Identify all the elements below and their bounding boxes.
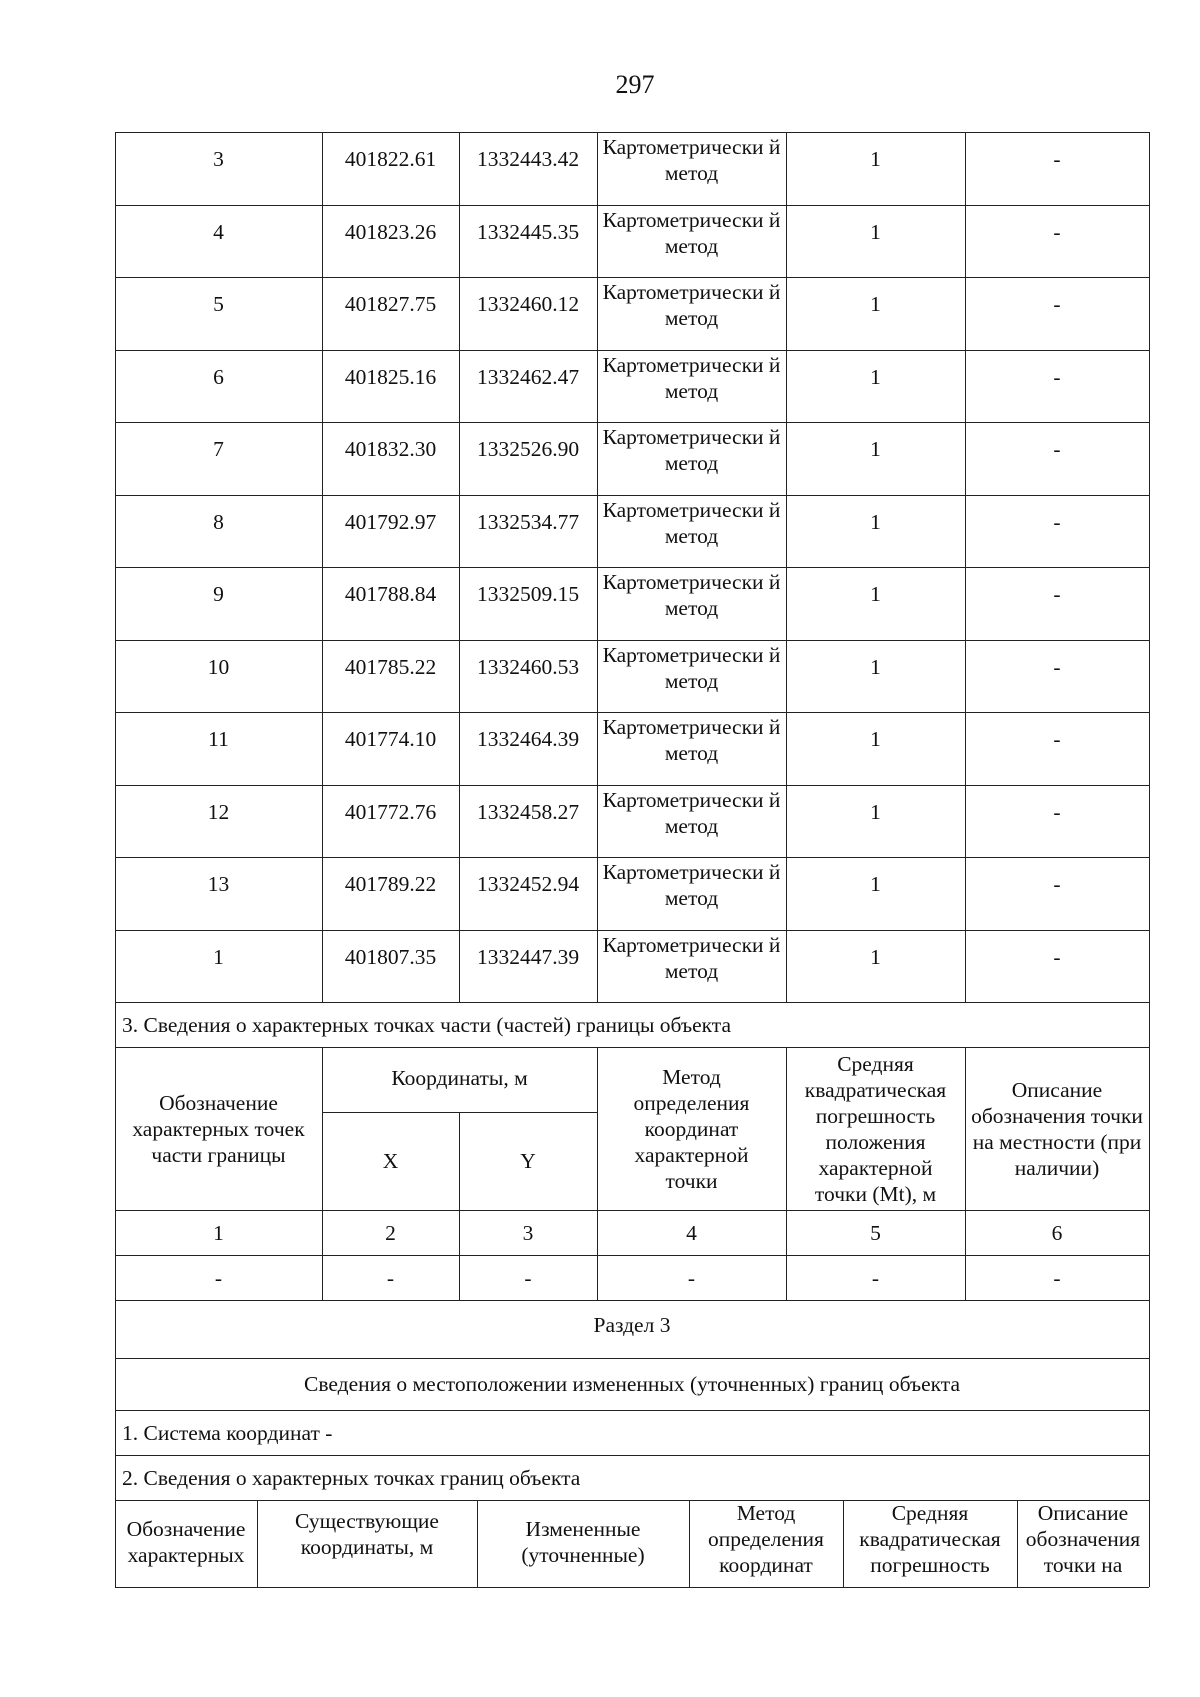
- empty-cell: -: [524, 1265, 532, 1290]
- cell-y: 1332458.27: [476, 799, 580, 824]
- cell-mt: 1: [870, 872, 881, 896]
- cell-y: 1332445.35: [476, 219, 580, 244]
- cell-method: Картометрически й метод: [602, 352, 781, 403]
- cell-x: 401774.10: [344, 727, 437, 751]
- s3-header-desc: Описание обозначения точки на: [1025, 1501, 1141, 1577]
- cell-method: Картометрически й метод: [602, 715, 781, 765]
- cell-n: 12: [207, 799, 230, 824]
- empty-cell: -: [214, 1265, 223, 1290]
- cell-n: 8: [213, 509, 224, 534]
- cell-mt: 1: [870, 147, 881, 171]
- cell-x: 401807.35: [344, 944, 437, 969]
- cell-desc: -: [1053, 219, 1061, 244]
- cell-n: 6: [213, 364, 224, 389]
- cell-y: 1332534.77: [476, 509, 580, 534]
- cell-y: 1332526.90: [476, 437, 580, 461]
- cell-n: 11: [208, 727, 229, 751]
- cell-desc: -: [1053, 292, 1061, 316]
- cell-n: 5: [213, 292, 224, 316]
- header-desc: Описание обозначения точки на местности (при наличии): [971, 1077, 1143, 1180]
- col-number: 5: [870, 1220, 881, 1245]
- cell-x: 401832.30: [344, 437, 437, 461]
- cell-mt: 1: [870, 799, 881, 824]
- cell-method: Картометрически й метод: [602, 497, 781, 548]
- cell-desc: -: [1053, 944, 1061, 969]
- cell-y: 1332443.42: [476, 147, 580, 171]
- cell-y: 1332464.39: [476, 727, 580, 751]
- cell-method: Картометрически й метод: [602, 280, 781, 330]
- header-mt: Средняя квадратическая погрешность положения характерной точки (Mt), м: [804, 1051, 947, 1206]
- cell-n: 9: [213, 582, 224, 606]
- cell-method: Картометрически й метод: [602, 135, 781, 185]
- cell-desc: -: [1053, 799, 1061, 824]
- cell-desc: -: [1053, 872, 1061, 896]
- s3-header-mt: Средняя квадратическая погрешность: [859, 1501, 1001, 1577]
- cell-x: 401823.26: [344, 219, 437, 244]
- header-y: Y: [520, 1149, 536, 1173]
- cell-y: 1332460.53: [476, 654, 580, 679]
- section-heading: Раздел 3: [593, 1312, 671, 1337]
- cell-x: 401827.75: [344, 292, 437, 316]
- cell-x: 401792.97: [344, 509, 437, 534]
- cell-n: 7: [213, 437, 224, 461]
- header-method: Метод определения координат характерной точки: [633, 1064, 750, 1193]
- cell-method: Картометрически й метод: [602, 932, 781, 983]
- cell-mt: 1: [870, 219, 881, 244]
- cell-n: 4: [213, 219, 224, 244]
- cell-mt: 1: [870, 509, 881, 534]
- cell-x: 401825.16: [344, 364, 437, 389]
- points-title: 2. Сведения о характерных точках границ объекта: [122, 1465, 581, 1490]
- header-x: X: [382, 1149, 399, 1173]
- header-coords: Координаты, м: [391, 1066, 528, 1090]
- s3-header-changed: Измененные (уточненные): [521, 1517, 645, 1567]
- cell-n: 3: [213, 147, 224, 171]
- cell-x: 401789.22: [344, 872, 437, 896]
- col-number: 2: [385, 1220, 396, 1245]
- empty-cell: -: [687, 1265, 696, 1290]
- cell-method: Картометрически й метод: [602, 570, 781, 620]
- cell-y: 1332462.47: [476, 364, 580, 389]
- s3-header-designation: Обозначение характерных: [126, 1517, 246, 1567]
- cell-method: Картометрически й метод: [602, 425, 781, 475]
- cell-n: 1: [213, 944, 224, 969]
- cell-x: 401788.84: [344, 582, 437, 606]
- cell-x: 401822.61: [344, 147, 437, 171]
- cell-desc: -: [1053, 364, 1061, 389]
- cell-y: 1332460.12: [476, 292, 580, 316]
- cell-mt: 1: [870, 654, 881, 679]
- cell-desc: -: [1053, 437, 1061, 461]
- empty-cell: -: [386, 1265, 395, 1290]
- cell-desc: -: [1053, 147, 1061, 171]
- cell-y: 1332447.39: [476, 944, 580, 969]
- cell-y: 1332509.15: [476, 582, 580, 606]
- parts-section-title: 3. Сведения о характерных точках части (частей) границы объекта: [122, 1012, 731, 1037]
- section3-table: [115, 1300, 1149, 1587]
- cell-x: 401772.76: [344, 799, 437, 824]
- cell-method: Картометрически й метод: [602, 860, 781, 910]
- page-number: 297: [615, 70, 655, 99]
- s3-header-method: Метод определения координат: [708, 1501, 824, 1577]
- cell-mt: 1: [870, 944, 881, 969]
- cell-method: Картометрически й метод: [602, 787, 781, 838]
- header-designation: Обозначение характерных точек части границы: [132, 1090, 305, 1167]
- cell-mt: 1: [870, 727, 881, 751]
- cell-n: 10: [207, 654, 230, 679]
- col-number: 6: [1051, 1220, 1063, 1245]
- col-number: 4: [686, 1220, 697, 1245]
- cell-method: Картометрически й метод: [602, 207, 781, 258]
- cell-mt: 1: [870, 364, 881, 389]
- cell-desc: -: [1053, 654, 1061, 679]
- cell-x: 401785.22: [344, 654, 437, 679]
- points-table: [115, 132, 1149, 1300]
- cell-n: 13: [207, 872, 230, 896]
- cell-method: Картометрически й метод: [602, 642, 781, 693]
- cell-desc: -: [1053, 727, 1061, 751]
- cell-desc: -: [1053, 509, 1061, 534]
- cell-mt: 1: [870, 292, 881, 316]
- cell-y: 1332452.94: [476, 872, 580, 896]
- col-number: 3: [522, 1220, 534, 1245]
- col-number: 1: [213, 1220, 224, 1245]
- section-title: Сведения о местоположении измененных (уточненных) границ объекта: [304, 1372, 960, 1396]
- s3-header-existing: Существующие координаты, м: [295, 1509, 439, 1559]
- empty-cell: -: [1053, 1265, 1061, 1290]
- empty-cell: -: [871, 1265, 880, 1290]
- coord-system: 1. Система координат -: [122, 1420, 333, 1445]
- cell-mt: 1: [870, 437, 881, 461]
- cell-desc: -: [1053, 582, 1061, 606]
- cell-mt: 1: [870, 582, 881, 606]
